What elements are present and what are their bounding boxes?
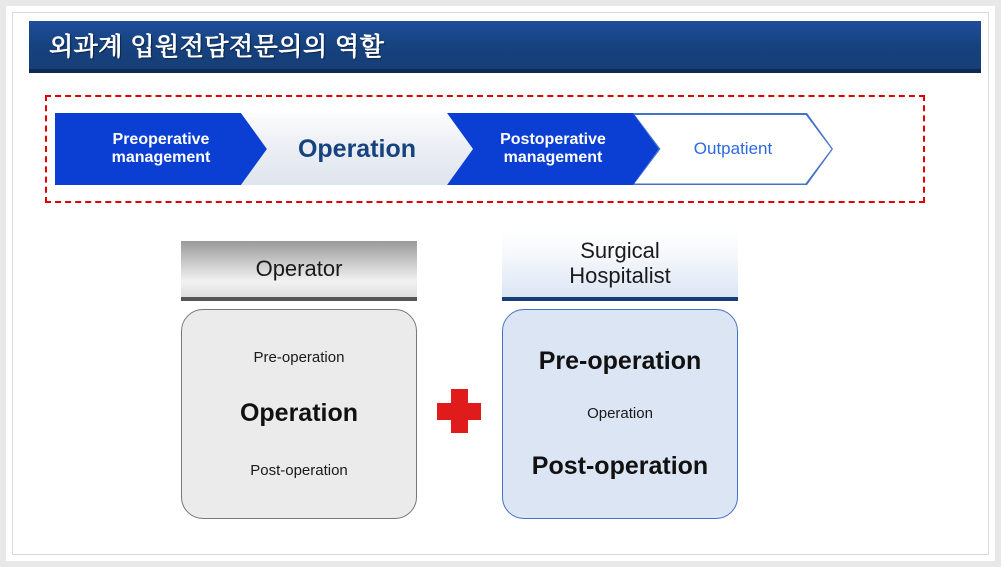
column-operator-card	[181, 309, 417, 519]
column-surgical-hospitalist-header-line2: Hospitalist	[569, 263, 671, 288]
process-step-label	[106, 131, 217, 168]
plus-icon	[437, 389, 481, 433]
column-surgical-hospitalist-header-line1: Surgical	[580, 238, 660, 264]
column-surgical-hospitalist	[502, 231, 738, 519]
process-step-line1: Postoperative	[500, 130, 606, 148]
process-chevron-row	[55, 113, 833, 185]
process-step-operation[interactable]	[241, 113, 473, 185]
process-step-preoperative[interactable]	[55, 113, 267, 185]
column-surgical-hospitalist-header	[502, 231, 738, 301]
column-surgical-hospitalist-card	[502, 309, 738, 519]
hospitalist-item-operation: Operation	[587, 405, 653, 423]
operator-item-operation: Operation	[239, 399, 359, 428]
process-step-label: Operation	[297, 134, 417, 163]
process-step-label: Outpatient	[693, 139, 773, 159]
process-step-line2: management	[503, 149, 603, 166]
slide-canvas	[12, 12, 989, 555]
process-step-outpatient[interactable]	[633, 113, 833, 185]
operator-item-post-operation: Post-operation	[250, 462, 348, 480]
slide-title-bar	[29, 21, 981, 73]
process-step-label	[494, 131, 612, 168]
column-operator-header-label: Operator	[255, 255, 343, 281]
operator-item-pre-operation: Pre-operation	[253, 348, 345, 366]
process-step-line1: Preoperative	[112, 130, 210, 148]
plus-icon-vertical-bar	[451, 389, 468, 433]
process-highlight-box	[45, 95, 925, 203]
process-step-line2: management	[111, 149, 211, 166]
hospitalist-item-pre-operation: Pre-operation	[538, 346, 702, 375]
column-operator-header	[181, 241, 417, 301]
process-step-postoperative[interactable]	[447, 113, 659, 185]
page-title: 외과계 입원전담전문의의 역할	[49, 33, 385, 61]
hospitalist-item-post-operation: Post-operation	[531, 452, 709, 481]
column-operator	[181, 241, 417, 519]
